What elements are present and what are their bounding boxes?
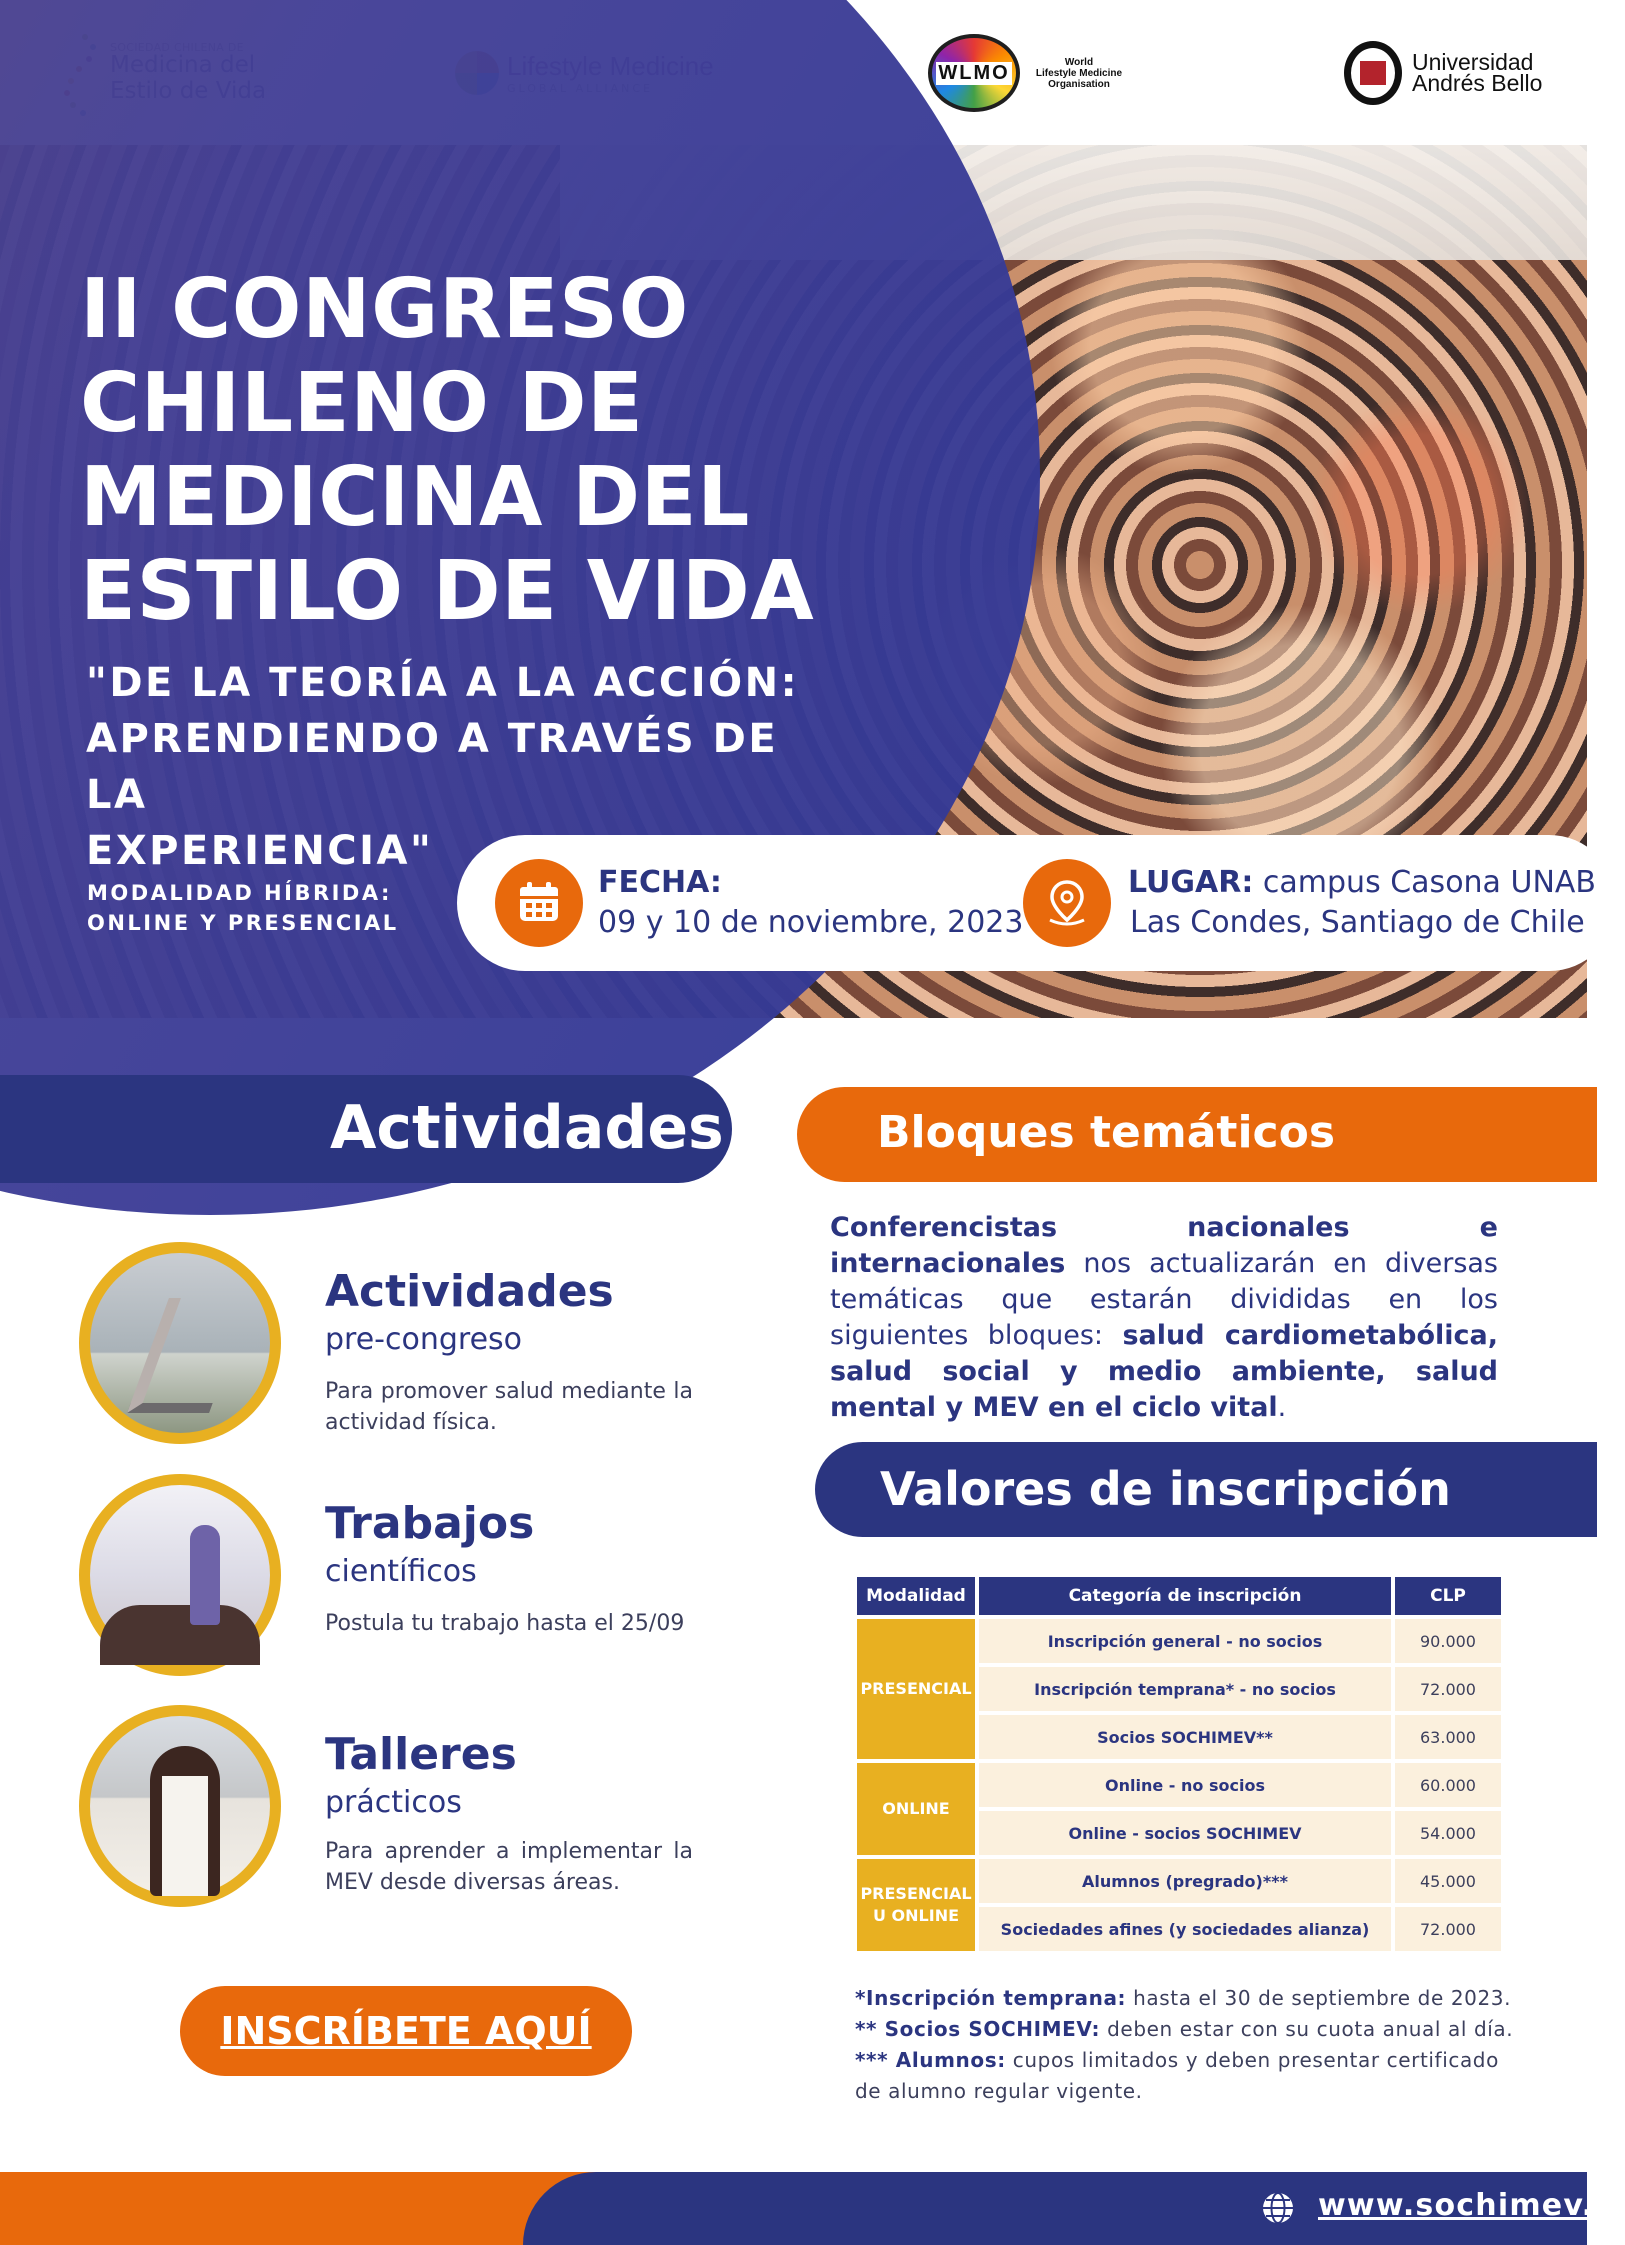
subtitle-line: APRENDIENDO A TRAVÉS DE LA bbox=[86, 716, 779, 818]
modality-label bbox=[87, 878, 399, 938]
place-label-row bbox=[1128, 865, 1596, 900]
price-cell: 54.000 bbox=[1395, 1811, 1501, 1855]
column-header: CLP bbox=[1395, 1577, 1501, 1615]
price-cell: 90.000 bbox=[1395, 1619, 1501, 1663]
price-cell: 72.000 bbox=[1395, 1667, 1501, 1711]
logo-unab bbox=[1344, 28, 1542, 118]
fees-table bbox=[853, 1573, 1505, 1955]
activity-title: Trabajos bbox=[325, 1498, 535, 1549]
activity-photo-talk bbox=[79, 1474, 281, 1676]
blocks-paragraph bbox=[830, 1210, 1498, 1426]
note-text: hasta el 30 de septiembre de 2023. bbox=[1126, 1986, 1512, 2010]
subtitle-line: "DE LA TEORÍA A LA ACCIÓN: bbox=[86, 660, 800, 706]
fees-heading: Valores de inscripción bbox=[880, 1462, 1451, 1516]
date-value: 09 y 10 de noviembre, 2023 bbox=[598, 905, 1024, 940]
table-row bbox=[857, 1859, 1501, 1903]
category-cell: Online - no socios bbox=[979, 1763, 1391, 1807]
price-cell: 72.000 bbox=[1395, 1907, 1501, 1951]
category-cell: Inscripción temprana* - no socios bbox=[979, 1667, 1391, 1711]
activity-description: Para aprender a implementar la MEV desde diversas áreas. bbox=[325, 1839, 693, 1895]
category-cell: Alumnos (pregrado)*** bbox=[979, 1859, 1391, 1903]
modality-cell: ONLINE bbox=[857, 1763, 975, 1855]
note-text: deben estar con su cuota anual al día. bbox=[1100, 2017, 1514, 2041]
activity-title: Actividades bbox=[325, 1266, 614, 1317]
congress-title bbox=[80, 263, 840, 639]
category-cell: Inscripción general - no socios bbox=[979, 1619, 1391, 1663]
event-info-pill bbox=[457, 835, 1617, 971]
activity-photo-workshop bbox=[79, 1705, 281, 1907]
category-cell: Sociedades afines (y sociedades alianza) bbox=[979, 1907, 1391, 1951]
globe-icon bbox=[1261, 2191, 1295, 2225]
table-row bbox=[857, 1763, 1501, 1807]
activity-photo-yoga bbox=[79, 1242, 281, 1444]
modality-cell bbox=[857, 1859, 975, 1951]
modality-line: PRESENCIAL bbox=[860, 1884, 972, 1903]
note-text: cupos limitados y deben presentar certificado de alumno regular vigente. bbox=[855, 2048, 1499, 2103]
category-cell: Online - socios SOCHIMEV bbox=[979, 1811, 1391, 1855]
activity-description: Postula tu trabajo hasta el 25/09 bbox=[325, 1611, 685, 1636]
note-label: *Inscripción temprana: bbox=[855, 1986, 1127, 2010]
note-label: *** Alumnos: bbox=[855, 2048, 1006, 2072]
calendar-icon bbox=[495, 859, 583, 947]
modality-line: U ONLINE bbox=[872, 1906, 960, 1925]
blocks-header-band bbox=[797, 1087, 1597, 1182]
blocks-end: . bbox=[1277, 1392, 1287, 1423]
blocks-heading: Bloques temáticos bbox=[877, 1107, 1336, 1158]
location-pin-icon bbox=[1023, 859, 1111, 947]
date-label: FECHA: bbox=[598, 865, 722, 900]
modality-line: MODALIDAD HÍBRIDA: bbox=[87, 881, 392, 905]
wlmo-mark: WLMO bbox=[938, 61, 1010, 84]
place-value: campus Casona UNAB bbox=[1262, 865, 1596, 900]
modality-cell: PRESENCIAL bbox=[857, 1619, 975, 1759]
wlmo-line2: Lifestyle Medicine bbox=[1035, 67, 1123, 79]
note-label: ** Socios SOCHIMEV: bbox=[855, 2017, 1101, 2041]
logo-wlmo bbox=[928, 28, 1134, 118]
activity-title: Talleres bbox=[325, 1729, 517, 1780]
hero-banner bbox=[0, 145, 1596, 1018]
subtitle-line: EXPERIENCIA" bbox=[86, 828, 434, 874]
activities-header-band bbox=[0, 1075, 732, 1183]
register-button[interactable]: INSCRÍBETE AQUÍ bbox=[180, 1986, 632, 2076]
note-item bbox=[855, 1983, 1515, 2014]
note-item bbox=[855, 2045, 1515, 2107]
activities-heading: Actividades bbox=[330, 1093, 724, 1163]
category-cell: Socios SOCHIMEV** bbox=[979, 1715, 1391, 1759]
place-label: LUGAR: bbox=[1128, 865, 1254, 900]
fees-header-band bbox=[815, 1442, 1597, 1537]
title-line: II CONGRESO bbox=[80, 262, 689, 357]
column-header: Categoría de inscripción bbox=[979, 1577, 1391, 1615]
blocks-bold1: Conferencistas nacionales e internacionales bbox=[830, 1212, 1498, 1279]
price-cell: 63.000 bbox=[1395, 1715, 1501, 1759]
wlmo-line3: Organisation bbox=[1048, 78, 1110, 90]
price-cell: 60.000 bbox=[1395, 1763, 1501, 1807]
activity-description: Para promover salud mediante la actividad física. bbox=[325, 1379, 693, 1435]
table-row bbox=[857, 1619, 1501, 1663]
title-line: CHILENO DE bbox=[80, 356, 644, 451]
modality-line: ONLINE Y PRESENCIAL bbox=[87, 911, 399, 935]
unab-line1: Universidad bbox=[1412, 49, 1534, 75]
website-link[interactable]: www.sochimev.cl bbox=[1318, 2188, 1625, 2223]
note-item bbox=[855, 2014, 1515, 2045]
column-header: Modalidad bbox=[857, 1577, 975, 1615]
activity-subtitle: pre-congreso bbox=[325, 1322, 523, 1357]
unab-line2: Andrés Bello bbox=[1412, 70, 1543, 96]
blocks-bold2: salud cardiometabólica, salud social y medio ambiente, salud mental y MEV en el ciclo vital bbox=[830, 1320, 1498, 1423]
activity-subtitle: prácticos bbox=[325, 1785, 462, 1820]
activity-subtitle: científicos bbox=[325, 1554, 477, 1589]
blocks-text1: nos actualizarán en diversas temáticas que estarán divididas en los siguientes bloques: bbox=[830, 1248, 1498, 1351]
title-line: MEDICINA DEL bbox=[80, 450, 750, 545]
place-line2: Las Condes, Santiago de Chile bbox=[1130, 905, 1585, 940]
title-line: ESTILO DE VIDA bbox=[80, 544, 815, 639]
fee-notes bbox=[855, 1983, 1515, 2107]
wlmo-globe-icon bbox=[928, 34, 1020, 112]
price-cell: 45.000 bbox=[1395, 1859, 1501, 1903]
unab-emblem-icon bbox=[1344, 41, 1402, 105]
wlmo-line1: World bbox=[1064, 56, 1094, 68]
table-header-row bbox=[857, 1577, 1501, 1615]
